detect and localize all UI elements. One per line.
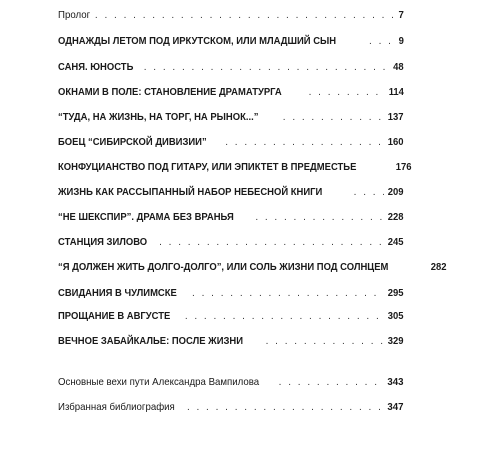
toc-entry-page: 114 [388,86,404,98]
leader-dots [159,237,384,248]
toc-entry-bibliography[interactable] [58,401,404,421]
toc-entry-title: Пролог [58,9,91,21]
toc-entry-title: КОНФУЦИАНСТВО ПОД ГИТАРУ, ИЛИ ЭПИКТЕТ В ПРЕДМЕСТЬЕ [58,161,357,173]
toc-entry-page: 228 [388,211,404,223]
toc-entry-title: ОДНАЖДЫ ЛЕТОМ ПОД ИРКУТСКОМ, ИЛИ МЛАДШИЙ СЫН [58,35,337,47]
leader-dots [225,137,384,148]
leader-dots [279,377,385,388]
toc-entry-title: САНЯ. ЮНОСТЬ [58,61,134,73]
toc-entry-chapter-8[interactable] [58,211,404,231]
toc-entry-page: 160 [388,136,404,148]
toc-entry-title: Основные вехи пути Александра Вампилова [58,376,260,388]
toc-entry-title: СВИДАНИЯ В ЧУЛИМСКЕ [58,287,177,299]
toc-entry-page: 7 [398,9,404,21]
toc-entry-chapter-7[interactable] [58,186,404,206]
toc-entry-chapter-1[interactable] [58,35,404,55]
toc-entry-title: Избранная библиография [58,401,175,413]
toc-entry-chapter-13[interactable] [58,335,404,355]
leader-dots [266,336,385,347]
toc-entry-title: ВЕЧНОЕ ЗАБАЙКАЛЬЕ: ПОСЛЕ ЖИЗНИ [58,335,244,347]
toc-entry-page: 137 [388,111,404,123]
toc-entry-page: 48 [393,61,404,73]
toc-entry-chapter-4[interactable] [58,111,404,131]
toc-entry-page: 9 [398,35,404,47]
leader-dots [185,311,385,322]
toc-entry-chapter-5[interactable] [58,136,404,156]
toc-entry-page: 347 [387,401,404,413]
toc-entry-title: ОКНАМИ В ПОЛЕ: СТАНОВЛЕНИЕ ДРАМАТУРГА [58,86,282,98]
toc-entry-page: 329 [388,335,404,347]
toc-entry-chapter-9[interactable] [58,236,404,256]
leader-dots [187,402,385,413]
toc-entry-page: 209 [388,186,404,198]
toc-entry-title: “Я ДОЛЖЕН ЖИТЬ ДОЛГО-ДОЛГО”, ИЛИ СОЛЬ ЖИЗНИ ПОД СОЛНЦЕМ [58,261,389,273]
toc-entry-title: ПРОЩАНИЕ В АВГУСТЕ [58,310,171,322]
toc-entry-title: “ТУДА, НА ЖИЗНЬ, НА ТОРГ, НА РЫНОК...” [58,111,259,123]
toc-entry-page: 343 [387,376,404,388]
toc-entry-title: СТАНЦИЯ ЗИЛОВО [58,236,148,248]
leader-dots [309,87,385,98]
toc-entry-page: 245 [388,236,404,248]
toc-entry-milestones[interactable] [58,376,404,396]
leader-dots [354,187,385,198]
toc-entry-title: “НЕ ШЕКСПИР”. ДРАМА БЕЗ ВРАНЬЯ [58,211,234,223]
toc-entry-page: 282 [430,261,447,273]
toc-entry-page: 295 [388,287,404,299]
toc-entry-chapter-10[interactable] [58,261,447,281]
toc-entry-prologue[interactable] [58,9,404,29]
leader-dots [144,62,391,73]
toc-entry-page: 176 [395,161,412,173]
toc-entry-title: ЖИЗНЬ КАК РАССЫПАННЫЙ НАБОР НЕБЕСНОЙ КНИГИ [58,186,323,198]
toc-entry-chapter-12[interactable] [58,310,404,330]
toc-entry-chapter-2[interactable] [58,61,404,81]
leader-dots [283,112,385,123]
leader-dots [192,288,384,299]
toc-entry-chapter-3[interactable] [58,86,404,106]
leader-dots [255,212,384,223]
toc-entry-chapter-11[interactable] [58,287,404,307]
leader-dots [95,10,396,21]
toc-entry-chapter-6[interactable] [58,161,412,181]
toc-entry-title: БОЕЦ “СИБИРСКОЙ ДИВИЗИИ” [58,136,207,148]
leader-dots [369,36,396,47]
toc-entry-page: 305 [388,310,404,322]
